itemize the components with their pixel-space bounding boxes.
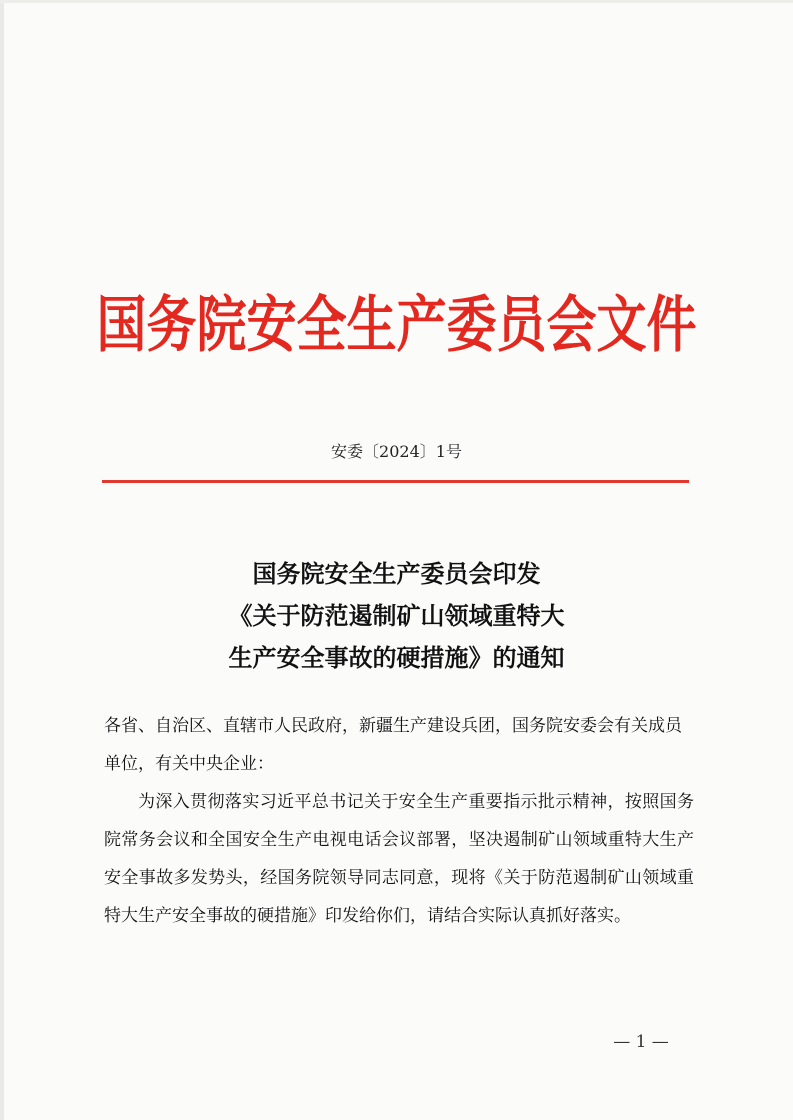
- title-line-1: 国务院安全生产委员会印发: [252, 559, 541, 588]
- red-separator-line: [102, 480, 689, 483]
- document-number: 安委〔2024〕1号: [331, 442, 462, 461]
- document-title: [0, 553, 793, 679]
- body-paragraph: 为深入贯彻落实习近平总书记关于安全生产重要指示批示精神，按照国务院常务会议和全国安全生产电视电话会议部署，坚决遏制矿山领域重特大生产安全事故多发势头，经国务院领导同志同意，现将《关于防范遏制矿山领域重特大生产安全事故的硬措施》印发给你们，请结合实际认真抓好落实。: [104, 792, 694, 926]
- addressee-paragraph: 各省、自治区、直辖市人民政府，新疆生产建设兵团，国务院安委会有关成员单位，有关中央企业：: [104, 716, 682, 774]
- title-line-3: 生产安全事故的硬措施》的通知: [228, 643, 565, 672]
- title-line-2: 《关于防范遏制矿山领域重特大: [228, 601, 565, 630]
- scan-edge-top: [0, 0, 793, 3]
- document-masthead: 国务院安全生产委员会文件: [96, 289, 697, 361]
- page-number: — 1 —: [613, 1032, 669, 1052]
